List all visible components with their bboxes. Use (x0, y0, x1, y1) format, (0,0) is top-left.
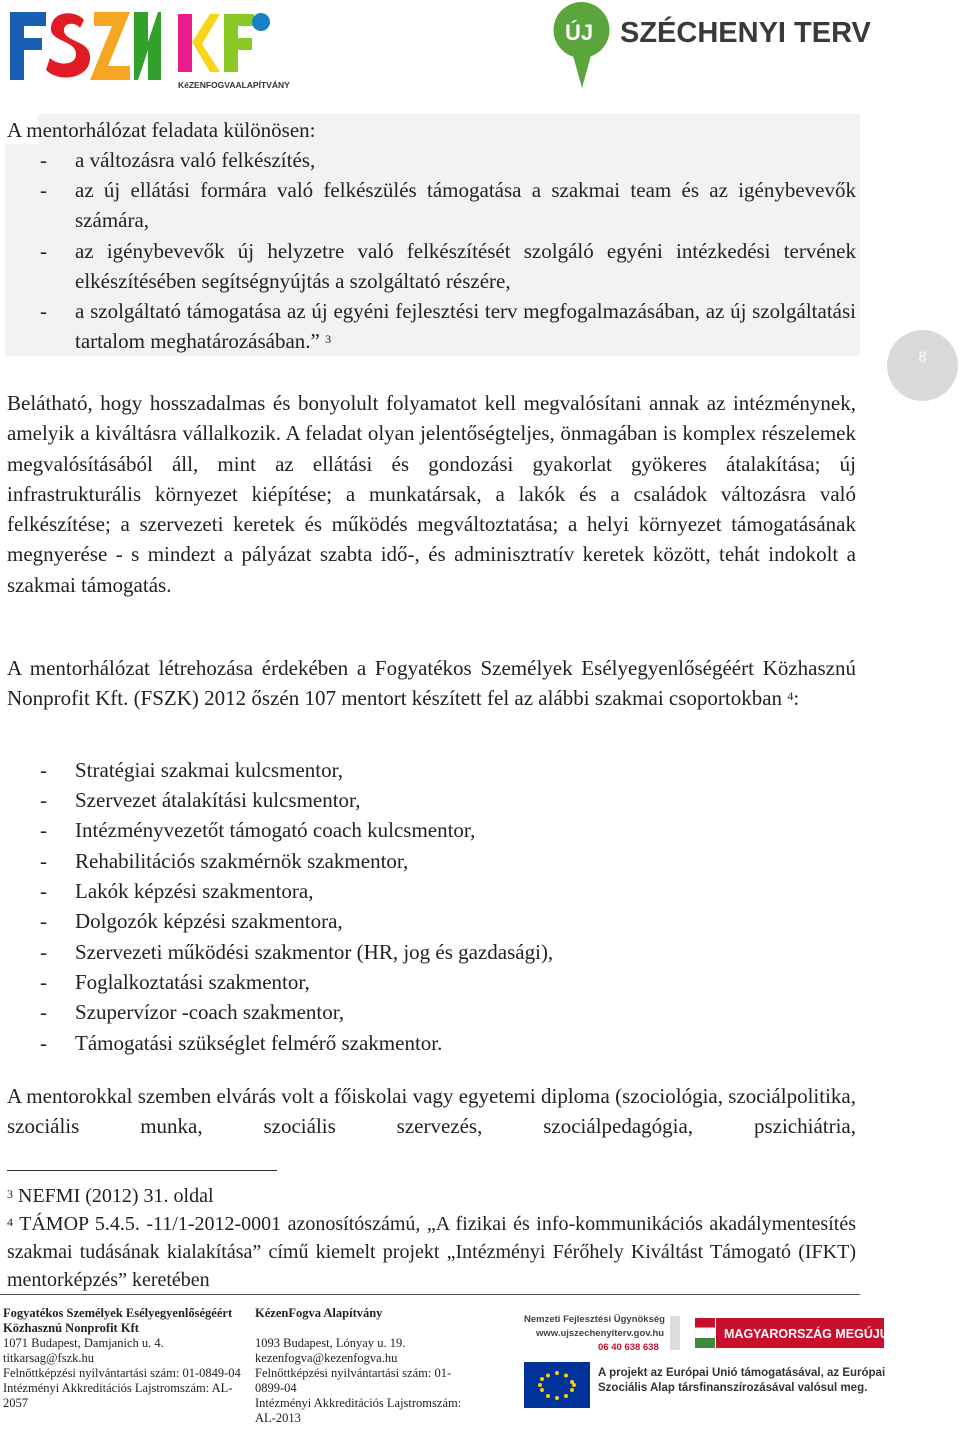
footer-kezenfogva-name: KézenFogva Alapítvány (255, 1306, 383, 1320)
quote-item: a szolgáltató támogatása az új egyéni fejlesztési terv megfogalmazásában, az új szolgáltatási tartalom meghatározásában.” $^3$ (75, 299, 856, 354)
list-dash: - (40, 178, 47, 202)
list-dash: - (40, 239, 47, 263)
list-item: Stratégiai szakmai kulcsmentor, (75, 758, 343, 782)
quote-intro: A mentorhálózat feladata különösen: (7, 118, 316, 142)
szechenyi-terv-logo (552, 0, 871, 90)
eu-funding-text: A projekt az Európai Unió támogatásával, az Európai Szociális Alap társfinanszírozásával valósul meg. (598, 1367, 886, 1394)
footnote-rule (7, 1170, 277, 1171)
list-item: Dolgozók képzési szakmentora, (75, 909, 343, 933)
nfu-title: Nemzeti Fejlesztési Ügynökség (524, 1314, 665, 1325)
page-number: 8 (887, 330, 958, 401)
list-item: Támogatási szükséglet felmérő szakmentor. (75, 1031, 443, 1055)
paragraph: Belátható, hogy hosszadalmas és bonyolult folyamatot kell megvalósítani annak az intézménynek, amelyik a kiváltásra vállalkozik. A feladat olyan jelentőségteljes, önmagában is komplex részelemek megvalósításából áll, mint az ellátási és gondozási gyakorlat gyökeres átalakítása; új infrastrukturális környezet kiépítése; a munkatársak, a lakók és a családok változásra való felkészítése; a szervezeti keretek és működés megváltoztatása; a helyi környezet támogatásának megnyerése - s mindezt a pályázat szabta idő-, és adminisztratív keretek között, tehát indokolt a szakmai támogatás. (7, 391, 856, 597)
list-dash: - (40, 299, 47, 323)
kkf-subtitle: KéZENFOGVAALAPÍTVÁNY (178, 80, 290, 90)
svg-text:SZÉCHENYI TERV: SZÉCHENYI TERV (620, 17, 871, 49)
fszk-logo (6, 4, 161, 84)
footer-funding-logos (520, 1310, 897, 1430)
quote-item: a változásra való felkészítés, (75, 148, 316, 172)
quote-item: az igénybevevők új helyzetre való felkészítését szolgáló egyéni intézkedési tervének elkészítésében segítségnyújtás a szolgáltató részére, (75, 239, 856, 294)
footer-fszk-name: Fogyatékos Személyek Esélyegyenlőségéért Közhasznú Nonprofit Kft (3, 1306, 233, 1335)
paragraph: A mentorokkal szemben elvárás volt a főiskolai vagy egyetemi diploma (szociológia, szociálpolitika, szociális munka, szociális szervezés, szociálpedagógia, pszichiátria, (7, 1084, 856, 1139)
list-item: Foglalkoztatási szakmentor, (75, 970, 310, 994)
funding-logos-svg (520, 1310, 897, 1430)
list-dash: - (40, 148, 47, 172)
footnote-ref: 4 (787, 689, 794, 704)
quote-item: az új ellátási formára való felkészülés támogatása a szakmai team és az igénybevevők számára, (75, 178, 856, 233)
footnote-ref: 3 (325, 332, 332, 347)
list-item: Szupervízor -coach szakmentor, (75, 1000, 345, 1024)
svg-text:ÚJ: ÚJ (565, 20, 594, 45)
list-item: Szervezeti működési szakmentor (HR, jog és gazdasági), (75, 940, 554, 964)
nfu-url: www.ujszechenyiterv.gov.hu (536, 1328, 665, 1339)
list-item: Szervezet átalakítási kulcsmentor, (75, 788, 361, 812)
footnote: $^3$ NEFMI (2012) 31. oldal (7, 1185, 214, 1207)
eu-flag (524, 1362, 590, 1408)
nfu-phone: 06 40 638 638 (598, 1342, 659, 1353)
kezenfogva-logo (176, 2, 290, 94)
list-item: Intézményvezetőt támogató coach kulcsmentor, (75, 818, 476, 842)
paragraph: A mentorhálózat létrehozása érdekében a Fogyatékos Személyek Esélyegyenlőségéért Közhasznú Nonprofit Kft. (FSZK) 2012 őszén 107 mentort készített fel az alábbi szakmai csoportokban $^4$: (7, 656, 856, 711)
footer-kezenfogva: KézenFogva Alapítvány 1093 Budapest, Lónyay u. 19. kezenfogva@kezenfogva.hu Felnőttképzési nyilvántartási szám: 01-0899-04 Intézményi Akkreditációs Lajstromszám: AL-2013 (255, 1306, 462, 1425)
megujul-text: MAGYARORSZÁG MEGÚJUL (724, 1327, 897, 1341)
footnote: $^4$ TÁMOP 5.4.5. -11/1-2012-0001 azonosítószámú, „A fizikai és info-kommunikációs akadálymentesítés szakmai tudásának kialakítása” című kiemelt projekt „Intézményi Férőhely Kiváltást Támogató (IFKT) mentorképzés” keretében (7, 1213, 856, 1291)
footer-rule (0, 1294, 860, 1295)
footer-fszk: Fogyatékos Személyek Esélyegyenlőségéért Közhasznú Nonprofit Kft 1071 Budapest, Damjanich u. 4. titkarsag@fszk.hu Felnőttképzési nyilvántartási szám: 01-0849-04 Intézményi Akkreditációs Lajstromszám: AL-2057 (3, 1306, 241, 1410)
list-item: Rehabilitációs szakmérnök szakmentor, (75, 849, 409, 873)
list-item: Lakók képzési szakmentora, (75, 879, 314, 903)
